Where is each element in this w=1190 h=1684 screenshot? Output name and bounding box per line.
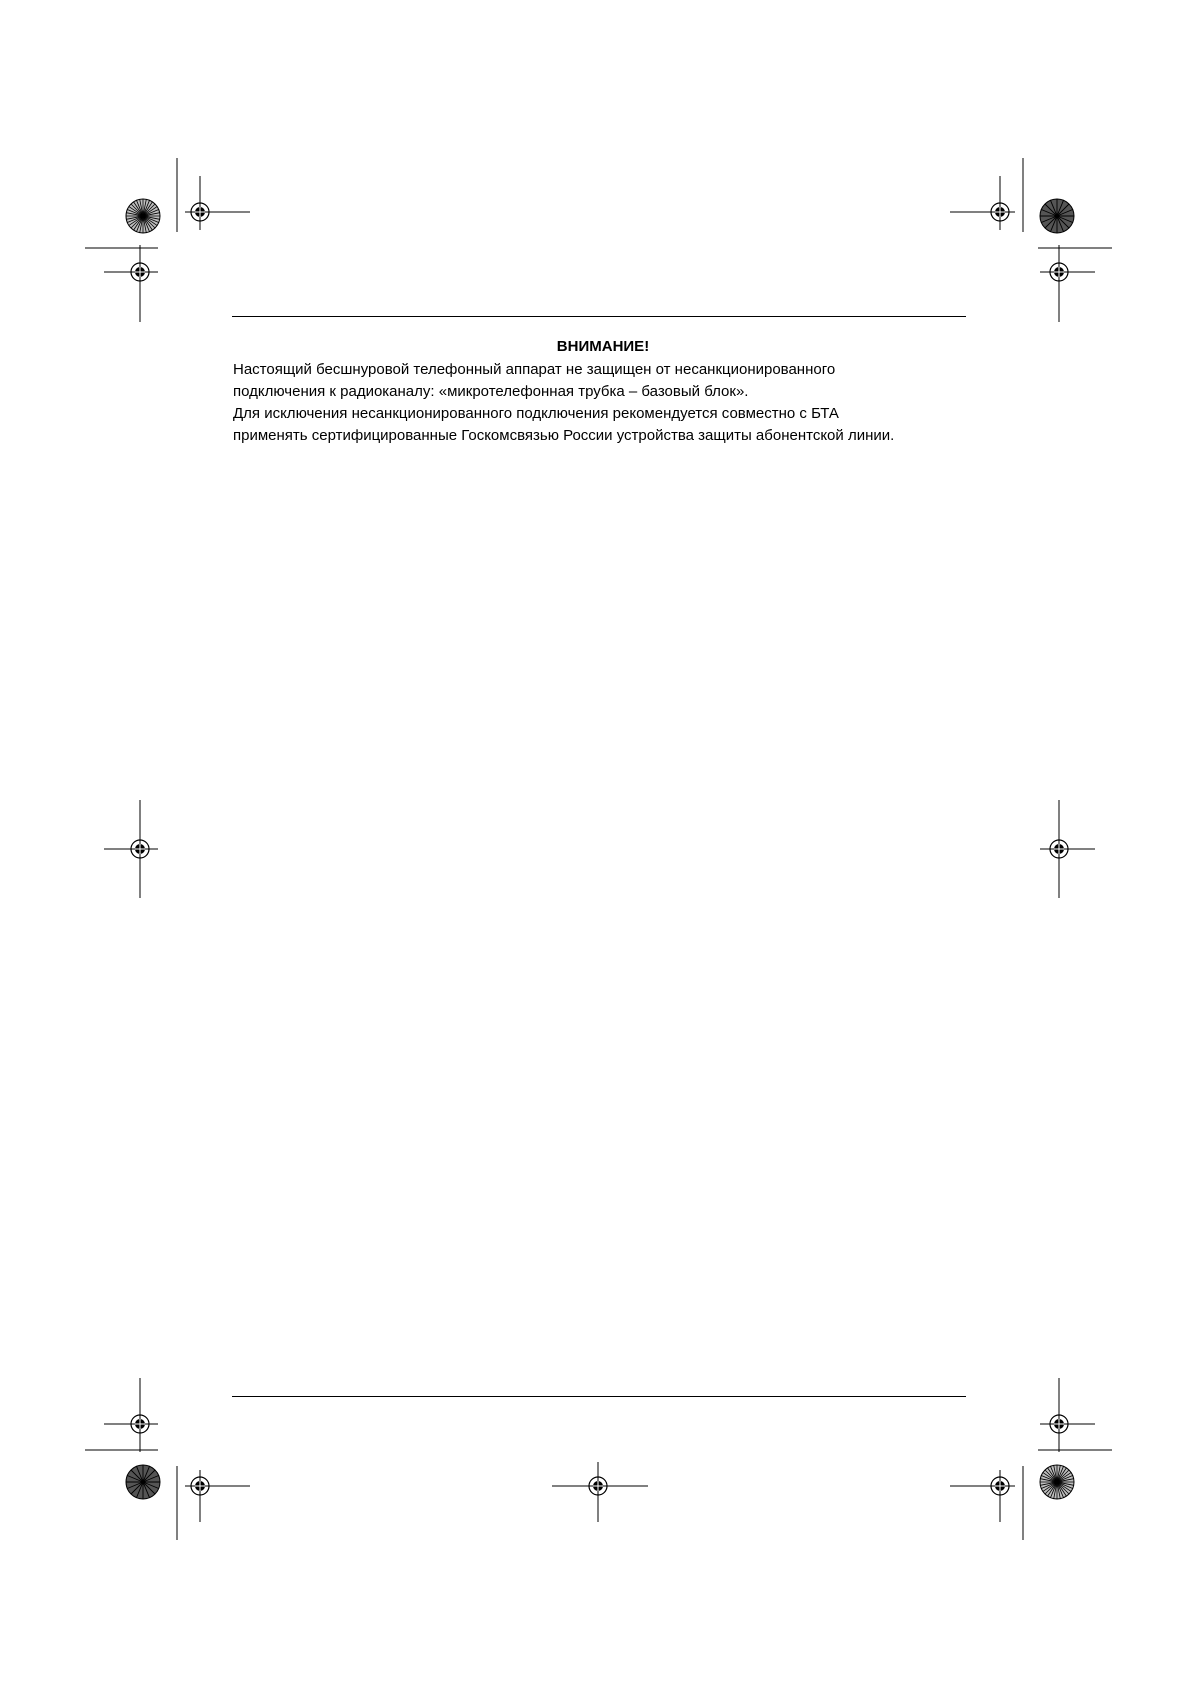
- warning-notice: [233, 338, 973, 447]
- footer-rule: [232, 1396, 966, 1397]
- notice-line: подключения к радиоканалу: «микротелефонная трубка – базовый блок».: [233, 383, 749, 400]
- notice-title: ВНИМАНИЕ!: [556, 338, 650, 355]
- header-rule: [232, 316, 966, 317]
- notice-line: Для исключения несанкционированного подключения рекомендуется совместно с БТА: [233, 405, 839, 422]
- notice-line: Настоящий бесшнуровой телефонный аппарат не защищен от несанкционированного: [233, 361, 836, 378]
- notice-line: применять сертифицированные Госкомсвязью России устройства защиты абонентской линии.: [233, 427, 895, 444]
